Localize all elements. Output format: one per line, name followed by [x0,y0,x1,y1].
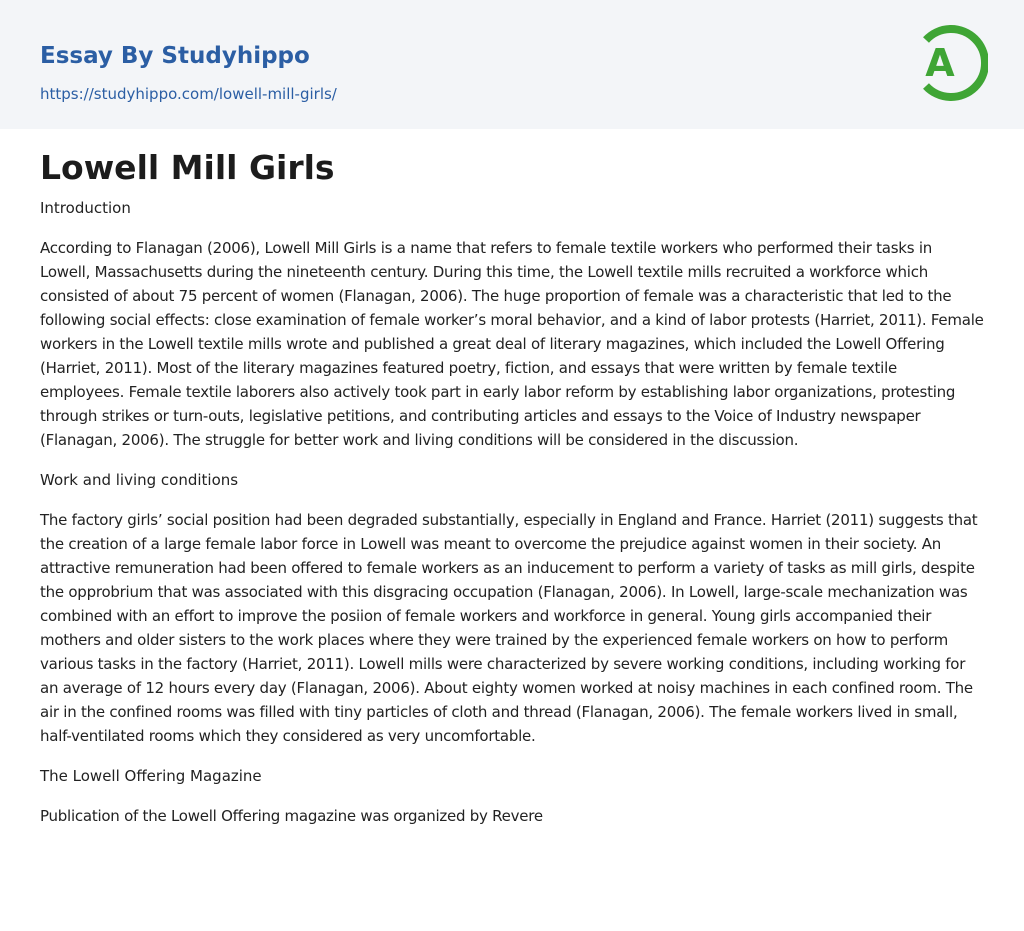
paragraph-lowell-offering: Publication of the Lowell Offering magazine was organized by Revere [40,807,543,825]
logo-letter: A [925,41,955,85]
section-heading-work-conditions: Work and living conditions [40,471,239,489]
site-brand[interactable]: Essay By Studyhippo [40,43,310,69]
page-header [0,0,1024,129]
article-content [40,144,985,844]
article-title: Lowell Mill Girls [40,148,335,187]
section-heading-lowell-offering: The Lowell Offering Magazine [40,767,262,785]
paragraph-introduction: According to Flanagan (2006), Lowell Mill Girls is a name that refers to female textile workers who performed their tasks in Lowell, Massachusetts during the nineteenth century. During this time, the Lowell textile mills recruited a workforce which consisted of about 75 percent of women (Flanagan, 2006). The huge proportion of female was a characteristic that led to the following social effects: close examination of female worker’s moral behavior, and a kind of labor protests (Harriet, 2011). Female workers in the Lowell textile mills wrote and published a great deal of literary magazines, which included the Lowell Offering (Harriet, 2011). Most of the literary magazines featured poetry, fiction, and essays that were written by female textile employees. Female textile laborers also actively took part in early labor reform by establishing labor organizations, protesting through strikes or turn-outs, legislative petitions, and contributing articles and essays to the Voice of Industry newspaper (Flanagan, 2006). The struggle for better work and living conditions will be considered in the discussion. [40,239,984,449]
section-heading-introduction: Introduction [40,199,131,217]
paragraph-work-conditions: The factory girls’ social position had been degraded substantially, especially in England and France. Harriet (2011) suggests that the creation of a large female labor force in Lowell was meant to overcome the prejudice against women in their society. An attractive remuneration had been offered to female workers as an inducement to perform a variety of tasks as mill girls, despite the opprobrium that was associated with this disgracing occupation (Flanagan, 2006). In Lowell, large-scale mechanization was combined with an effort to improve the posiion of female workers and workforce in general. Young girls accompanied their mothers and older sisters to the work places where they were trained by the experienced female workers on how to perform various tasks in the factory (Harriet, 2011). Lowell mills were characterized by severe working conditions, including working for an average of 12 hours every day (Flanagan, 2006). About eighty women worked at noisy machines in each confined room. The air in the confined rooms was filled with tiny particles of cloth and thread (Flanagan, 2006). The female workers lived in small, half-ventilated rooms which they considered as very uncomfortable. [40,511,978,745]
article-url-link[interactable]: https://studyhippo.com/lowell-mill-girls/ [40,85,337,103]
studyhippo-logo-icon[interactable] [912,18,988,108]
